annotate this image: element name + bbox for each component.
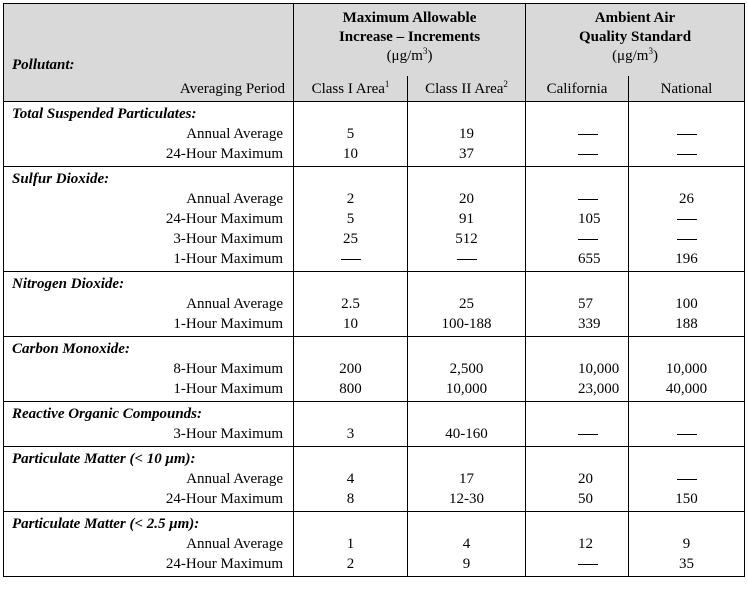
dash-mark bbox=[677, 134, 697, 135]
averaging-period: 1-Hour Maximum bbox=[173, 381, 283, 397]
averaging-period: 24-Hour Maximum bbox=[165, 211, 283, 227]
value-class-i: 1 bbox=[346, 536, 355, 552]
value-column-national bbox=[629, 167, 745, 272]
value-class-ii: 37 bbox=[459, 146, 474, 162]
value-national: 196 bbox=[675, 251, 698, 267]
averaging-period: Annual Average bbox=[186, 191, 283, 207]
value-california bbox=[526, 144, 628, 164]
value-class-i: 2 bbox=[346, 191, 355, 207]
value-class-ii: 19 bbox=[459, 126, 474, 142]
value-class-i: 25 bbox=[343, 231, 358, 247]
pollutant-name: Nitrogen Dioxide: bbox=[12, 276, 125, 292]
value-class-ii: 4 bbox=[462, 536, 471, 552]
pollutant-name: Particulate Matter (< 2.5 μm): bbox=[12, 516, 200, 532]
value-column-class-ii bbox=[408, 167, 526, 272]
value-class-ii: 2,500 bbox=[449, 361, 484, 377]
value-column-california bbox=[526, 402, 629, 447]
column-header-class-ii: Class II Area$^2$ bbox=[408, 76, 526, 102]
dash-mark bbox=[578, 239, 598, 240]
value-class-ii: 91 bbox=[459, 211, 474, 227]
dash-mark bbox=[578, 199, 598, 200]
value-column-california bbox=[526, 337, 629, 402]
dash-mark bbox=[457, 259, 477, 260]
dash-mark bbox=[677, 434, 697, 435]
value-california: 10,000 bbox=[578, 361, 620, 377]
value-national: 9 bbox=[682, 536, 691, 552]
value-class-i: 4 bbox=[346, 471, 355, 487]
value-california: 105 bbox=[578, 211, 601, 227]
pollutant-group-row bbox=[4, 102, 745, 167]
value-class-i: 8 bbox=[346, 491, 355, 507]
value-class-ii bbox=[408, 249, 525, 269]
value-class-ii: 9 bbox=[462, 556, 471, 572]
value-column-class-i bbox=[294, 102, 408, 167]
dash-mark bbox=[677, 239, 697, 240]
pollutant-cell bbox=[4, 102, 294, 167]
averaging-period: 1-Hour Maximum bbox=[173, 316, 283, 332]
value-national: 100 bbox=[675, 296, 698, 312]
averaging-period: 3-Hour Maximum bbox=[173, 231, 283, 247]
column-header-national: National bbox=[629, 76, 745, 102]
increments-title-line2: Increase – Increments bbox=[338, 29, 481, 45]
value-class-i bbox=[294, 249, 407, 269]
value-national bbox=[629, 424, 744, 444]
pollutant-group-row bbox=[4, 167, 745, 272]
value-class-ii: 10,000 bbox=[445, 381, 488, 397]
value-class-i: 2.5 bbox=[341, 296, 360, 312]
value-column-class-i bbox=[294, 167, 408, 272]
value-column-class-i bbox=[294, 337, 408, 402]
value-california: 655 bbox=[578, 251, 601, 267]
value-national: 150 bbox=[675, 491, 698, 507]
value-california: 57 bbox=[578, 296, 593, 312]
value-class-ii: 20 bbox=[459, 191, 474, 207]
value-class-i: 5 bbox=[346, 126, 355, 142]
dash-mark bbox=[578, 564, 598, 565]
pollutant-cell bbox=[4, 167, 294, 272]
pollutant-cell bbox=[4, 512, 294, 577]
value-national bbox=[629, 469, 744, 489]
value-column-class-ii bbox=[408, 512, 526, 577]
standards-table-container bbox=[3, 3, 744, 577]
value-class-i: 3 bbox=[346, 426, 355, 442]
value-class-ii: 40-160 bbox=[445, 426, 488, 442]
averaging-period: 3-Hour Maximum bbox=[173, 426, 283, 442]
averaging-period: 24-Hour Maximum bbox=[165, 146, 283, 162]
pollutant-name: Sulfur Dioxide: bbox=[12, 171, 110, 187]
value-california: 12 bbox=[578, 536, 593, 552]
pollutant-group-row bbox=[4, 402, 745, 447]
ambient-title-line1: Ambient Air bbox=[594, 10, 676, 26]
value-column-national bbox=[629, 447, 745, 512]
averaging-period: Annual Average bbox=[186, 471, 283, 487]
value-national: 10,000 bbox=[665, 361, 708, 377]
dash-mark bbox=[578, 134, 598, 135]
value-class-i: 10 bbox=[343, 146, 358, 162]
value-class-ii: 512 bbox=[455, 231, 478, 247]
ambient-unit: $(\mu g/m^3)$ bbox=[612, 46, 658, 64]
pollutant-cell bbox=[4, 272, 294, 337]
value-column-national bbox=[629, 102, 745, 167]
value-column-national bbox=[629, 512, 745, 577]
dash-mark bbox=[341, 259, 361, 260]
value-class-i: 2 bbox=[346, 556, 355, 572]
value-national: 35 bbox=[679, 556, 694, 572]
pollutant-name: Particulate Matter (< 10 μm): bbox=[12, 451, 196, 467]
value-class-ii: 25 bbox=[459, 296, 474, 312]
value-california bbox=[526, 189, 628, 209]
value-column-class-ii bbox=[408, 272, 526, 337]
value-class-ii: 17 bbox=[459, 471, 474, 487]
pollutant-header-cell bbox=[4, 4, 294, 102]
averaging-period: Annual Average bbox=[186, 296, 283, 312]
value-column-california bbox=[526, 447, 629, 512]
increments-unit: $(\mu g/m^3)$ bbox=[386, 46, 433, 64]
value-class-ii: 12-30 bbox=[449, 491, 484, 507]
increments-title-line1: Maximum Allowable bbox=[342, 10, 477, 26]
value-class-i: 800 bbox=[339, 381, 362, 397]
averaging-period: 1-Hour Maximum bbox=[173, 251, 283, 267]
pollutant-group-row bbox=[4, 447, 745, 512]
value-class-i: 5 bbox=[346, 211, 355, 227]
averaging-period: Annual Average bbox=[186, 126, 283, 142]
value-class-i: 10 bbox=[343, 316, 358, 332]
ambient-standard-group-header bbox=[526, 4, 745, 77]
value-california bbox=[526, 554, 628, 574]
pollutant-name: Total Suspended Particulates: bbox=[12, 106, 197, 122]
averaging-period: 24-Hour Maximum bbox=[165, 556, 283, 572]
dash-mark bbox=[677, 219, 697, 220]
value-column-california bbox=[526, 167, 629, 272]
pollutant-name: Carbon Monoxide: bbox=[12, 341, 130, 357]
value-california bbox=[526, 124, 628, 144]
dash-mark bbox=[578, 434, 598, 435]
dash-mark bbox=[677, 479, 697, 480]
value-column-class-i bbox=[294, 512, 408, 577]
pollutant-label: Pollutant: bbox=[12, 57, 75, 73]
value-national: 40,000 bbox=[665, 381, 708, 397]
dash-mark bbox=[677, 154, 697, 155]
pollutant-group-row bbox=[4, 337, 745, 402]
value-national bbox=[629, 209, 744, 229]
pollutant-name: Reactive Organic Compounds: bbox=[12, 406, 202, 422]
value-california: 339 bbox=[578, 316, 601, 332]
value-column-national bbox=[629, 337, 745, 402]
value-california: 23,000 bbox=[578, 381, 620, 397]
value-class-i: 200 bbox=[339, 361, 362, 377]
value-column-national bbox=[629, 402, 745, 447]
value-column-national bbox=[629, 272, 745, 337]
value-national bbox=[629, 229, 744, 249]
value-column-class-i bbox=[294, 447, 408, 512]
value-column-california bbox=[526, 102, 629, 167]
value-national bbox=[629, 144, 744, 164]
value-class-ii: 100-188 bbox=[441, 316, 492, 332]
air-quality-standards-table bbox=[3, 3, 745, 577]
pollutant-group-row bbox=[4, 512, 745, 577]
value-column-class-i bbox=[294, 272, 408, 337]
value-california: 20 bbox=[578, 471, 593, 487]
averaging-period: 8-Hour Maximum bbox=[173, 361, 283, 377]
value-california: 50 bbox=[578, 491, 593, 507]
averaging-period-label: Averaging Period bbox=[179, 81, 285, 97]
value-national: 188 bbox=[675, 316, 698, 332]
value-column-class-ii bbox=[408, 102, 526, 167]
pollutant-group-row bbox=[4, 272, 745, 337]
value-column-class-i bbox=[294, 402, 408, 447]
value-column-class-ii bbox=[408, 447, 526, 512]
ambient-title-line2: Quality Standard bbox=[578, 29, 692, 45]
value-california bbox=[526, 229, 628, 249]
column-header-class-i: Class I Area$^1$ bbox=[294, 76, 408, 102]
value-column-class-ii bbox=[408, 402, 526, 447]
dash-mark bbox=[578, 154, 598, 155]
pollutant-cell bbox=[4, 402, 294, 447]
value-column-class-ii bbox=[408, 337, 526, 402]
increments-group-header bbox=[294, 4, 526, 77]
averaging-period: Annual Average bbox=[186, 536, 283, 552]
column-header-california: California bbox=[526, 76, 629, 102]
pollutant-cell bbox=[4, 447, 294, 512]
value-column-california bbox=[526, 272, 629, 337]
averaging-period: 24-Hour Maximum bbox=[165, 491, 283, 507]
value-column-california bbox=[526, 512, 629, 577]
header-row-top bbox=[4, 4, 745, 77]
table-body bbox=[4, 102, 745, 577]
value-california bbox=[526, 424, 628, 444]
value-national: 26 bbox=[679, 191, 694, 207]
pollutant-cell bbox=[4, 337, 294, 402]
value-national bbox=[629, 124, 744, 144]
